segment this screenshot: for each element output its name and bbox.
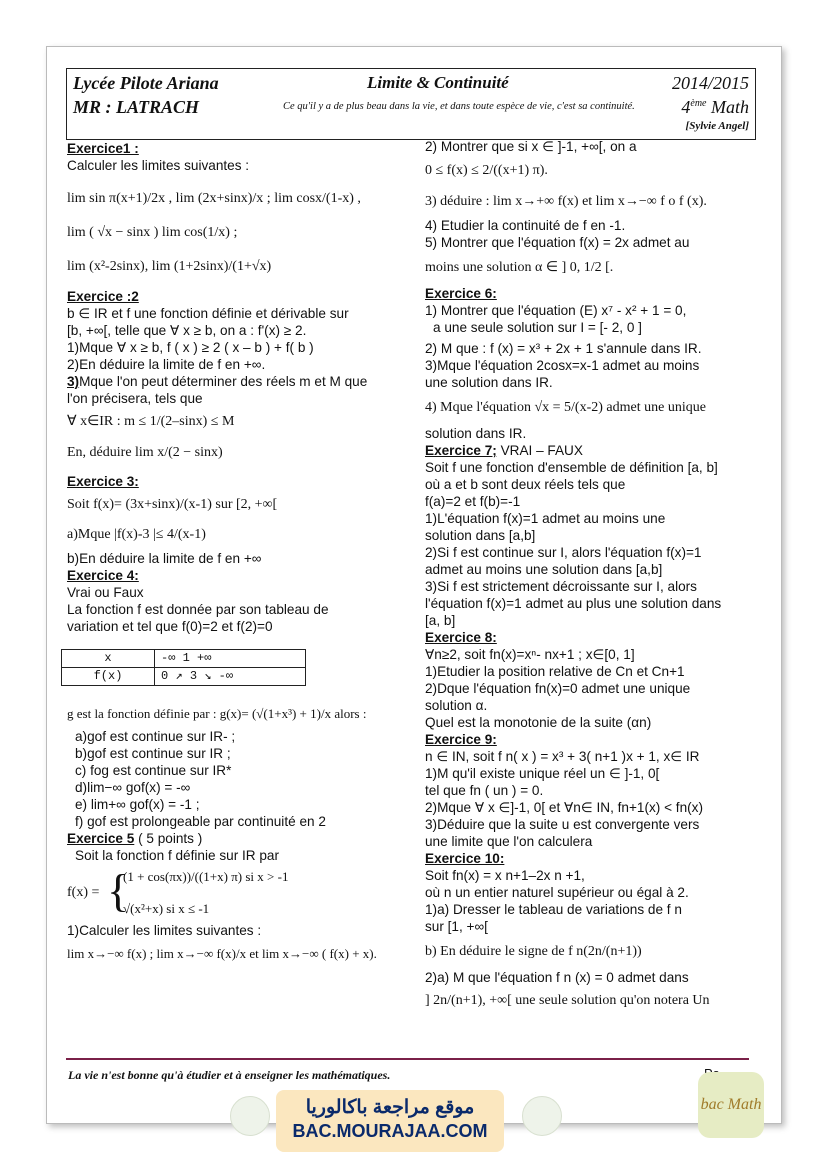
ex5-case-2: √(x²+x) si x ≤ -1 xyxy=(123,901,210,916)
ex7-line-2: où a et b sont deux réels tels que xyxy=(425,477,626,492)
exercise-3-title: Exercice 3: xyxy=(67,474,139,489)
ex2-line-5 xyxy=(67,373,412,390)
ex2-q3-num: 3) xyxy=(67,374,80,389)
ex7-line-4: 1)L'équation f(x)=1 admet au moins une xyxy=(425,511,666,526)
exercise-2-title: Exercice :2 xyxy=(67,289,139,304)
ex7-line-1: Soit f une fonction d'ensemble de définition [a, b] xyxy=(425,460,718,475)
ex2-line-2: [b, +∞[, telle que ∀ x ≥ b, on a : f'(x) ≥ 2. xyxy=(67,323,307,338)
ex9-line-2: 1)M qu'il existe unique réel un ∈ ]-1, 0[ xyxy=(425,766,660,781)
ex4-g-definition: g est la fonction définie par : g(x)= (√(1+x³) + 1)/x alors : xyxy=(67,706,367,721)
ex1-limits-1: lim sin π(x+1)/2x , lim (2x+sinx)/x ; lim cosx/(1-x) , xyxy=(67,191,361,206)
ex2-line-4: 2)En déduire la limite de f en +∞. xyxy=(67,357,266,372)
exercise-7-title: Exercice 7; xyxy=(425,443,497,458)
right-column xyxy=(425,138,747,1016)
ex2-line-3: 1)Mque ∀ x ≥ b, f ( x ) ≥ 2 ( x – b ) + f( b ) xyxy=(67,340,314,355)
ex5-fx-label: f(x) = xyxy=(67,885,100,900)
exercise-6-title: Exercice 6: xyxy=(425,286,497,301)
ex6-line-1: 1) Montrer que l'équation (E) x⁷ - x² + 1 = 0, xyxy=(425,303,687,318)
ex4-item-e: e) lim+∞ gof(x) = -1 ; xyxy=(75,797,200,812)
ex4-item-a: a)gof est continue sur IR- ; xyxy=(75,729,236,744)
ex5-limits: lim x→−∞ f(x) ; lim x→−∞ f(x)/x et lim x→−∞ ( f(x) + x). xyxy=(67,946,377,961)
teacher-name: MR : LATRACH xyxy=(73,97,200,117)
ex4-line-2: La fonction f est donnée par son tableau de xyxy=(67,602,329,617)
ex5-q3: 3) déduire : lim x→+∞ f(x) et lim x→−∞ f o f (x). xyxy=(425,194,707,209)
ex9-line-4: 2)Mque ∀ x ∈]-1, 0[ et ∀n∈ IN, fn+1(x) < fn(x) xyxy=(425,800,703,815)
ex7-line-8: 3)Si f est strictement décroissante sur I, alors xyxy=(425,579,697,594)
ex5-q4: 4) Etudier la continuité de f en -1. xyxy=(425,218,626,233)
ex10-line-4: sur [1, +∞[ xyxy=(425,919,488,934)
ex6-line-4: 3)Mque l'équation 2cosx=x-1 admet au moins xyxy=(425,358,700,373)
ex4-line-3: variation et tel que f(0)=2 et f(2)=0 xyxy=(67,619,273,634)
brace-icon: { xyxy=(107,865,130,916)
ex8-line-1: ∀n≥2, soit fn(x)=xⁿ- nx+1 ; x∈[0, 1] xyxy=(425,647,635,662)
grade-text: Math xyxy=(711,97,749,117)
page-title: Limite & Continuité xyxy=(367,73,509,92)
ex7-line-10: [a, b] xyxy=(425,613,456,628)
table-cell: x xyxy=(62,650,155,668)
ex10-line-1: Soit fn(x) = x n+1–2x n +1, xyxy=(425,868,585,883)
ex6-line-5: une solution dans IR. xyxy=(425,375,553,390)
exercise-1-title: Exercice1 : xyxy=(67,141,139,156)
ex9-line-5: 3)Déduire que la suite u est convergente vers xyxy=(425,817,700,832)
ex4-item-c: c) fog est continue sur IR* xyxy=(75,763,232,778)
ex2-line-1: b ∈ IR et f une fonction définie et dérivable sur xyxy=(67,306,349,321)
ex4-line-1: Vrai ou Faux xyxy=(67,585,144,600)
exercise-8-title: Exercice 8: xyxy=(425,630,497,645)
ex1-limits-3: lim (x²-2sinx), lim (1+2sinx)/(1+√x) xyxy=(67,259,272,274)
site-url[interactable]: BAC.MOURAJAA.COM xyxy=(292,1121,488,1141)
ex10-line-5: b) En déduire le signe de f n(2n/(n+1)) xyxy=(425,944,642,959)
ex3-q-b: b)En déduire la limite de f en +∞ xyxy=(67,551,262,566)
ex2-line-6: l'on précisera, tels que xyxy=(67,391,203,406)
grade-sup: ème xyxy=(690,98,707,109)
ex10-line-3: 1)a) Dresser le tableau de variations de f n xyxy=(425,902,682,917)
ex4-item-b: b)gof est continue sur IR ; xyxy=(75,746,231,761)
school-name: Lycée Pilote Ariana xyxy=(73,73,219,93)
ex5-case-1: (1 + cos(πx))/((1+x) π) si x > -1 xyxy=(123,869,289,884)
ex4-item-f: f) gof est prolongeable par continuité en 2 xyxy=(75,814,326,829)
variation-table xyxy=(61,649,306,686)
ex1-limits-2: lim ( √x − sinx ) lim cos(1/x) ; xyxy=(67,225,238,240)
ex5-piecewise xyxy=(67,864,412,922)
book-logo-icon xyxy=(230,1096,270,1136)
exercise-7-heading xyxy=(425,442,747,459)
table-row xyxy=(62,650,306,668)
ex5-q5-line-1: 5) Montrer que l'équation f(x) = 2x admet au xyxy=(425,235,690,250)
ex1-intro: Calculer les limites suivantes : xyxy=(67,158,250,173)
ex5-line-2: 1)Calculer les limites suivantes : xyxy=(67,923,262,938)
ex7-line-6: 2)Si f est continue sur I, alors l'équation f(x)=1 xyxy=(425,545,702,560)
ex6-line-3: 2) M que : f (x) = x³ + 2x + 1 s'annule dans IR. xyxy=(425,341,702,356)
ex10-line-7: ] 2n/(n+1), +∞[ une seule solution qu'on notera Un xyxy=(425,993,710,1008)
ex7-line-9: l'équation f(x)=1 admet au plus une solution dans xyxy=(425,596,722,611)
ex7-line-7: admet au moins une solution dans [a,b] xyxy=(425,562,663,577)
ex9-line-6: une limite que l'on calculera xyxy=(425,834,593,849)
ex10-line-6: 2)a) M que l'équation f n (x) = 0 admet dans xyxy=(425,970,689,985)
ex8-line-2: 1)Etudier la position relative de Cn et Cn+1 xyxy=(425,664,685,679)
ex2-deduce: En, déduire lim x/(2 − sinx) xyxy=(67,445,223,460)
ex5-line-1: Soit la fonction f définie sur IR par xyxy=(75,848,280,863)
school-year: 2014/2015 xyxy=(671,73,749,93)
ex8-line-4: solution α. xyxy=(425,698,488,713)
grade-level xyxy=(681,97,749,118)
ex8-line-3: 2)Dque l'équation fn(x)=0 admet une unique xyxy=(425,681,691,696)
exercise-5-heading xyxy=(67,830,412,847)
book-logo-icon xyxy=(522,1096,562,1136)
ex2-q3-text: Mque l'on peut déterminer des réels m et M que xyxy=(79,374,368,389)
ex6-line-7: solution dans IR. xyxy=(425,426,527,441)
quote-author: [Sylvie Angel] xyxy=(685,120,749,132)
footer-motto: La vie n'est bonne qu'à étudier et à enseigner les mathématiques. xyxy=(68,1068,391,1082)
ex5-q5-line-2: moins une solution α ∈ ] 0, 1/2 [. xyxy=(425,260,614,275)
table-cell: f(x) xyxy=(62,668,155,686)
exercise-10-title: Exercice 10: xyxy=(425,851,505,866)
ex9-line-1: n ∈ IN, soit f n( x ) = x³ + 3( n+1 )x + 1, x∈ IR xyxy=(425,749,700,764)
left-column xyxy=(67,140,412,969)
site-banner[interactable] xyxy=(276,1090,504,1152)
ex5-q2-line-2: 0 ≤ f(x) ≤ 2/((x+1) π). xyxy=(425,163,548,178)
table-cell: 0 ↗ 3 ↘ -∞ xyxy=(155,668,306,686)
exercise-9-title: Exercice 9: xyxy=(425,732,497,747)
ex2-inequality: ∀ x∈IR : m ≤ 1/(2–sinx) ≤ M xyxy=(67,414,235,429)
ex9-line-3: tel que fn ( un ) = 0. xyxy=(425,783,544,798)
ex6-line-6: 4) Mque l'équation √x = 5/(x-2) admet une unique xyxy=(425,400,706,415)
header-box xyxy=(66,68,756,140)
grade-num: 4 xyxy=(681,97,691,117)
site-name-arabic: موقع مراجعة باكالوريا xyxy=(305,1097,475,1118)
quote: Ce qu'il y a de plus beau dans la vie, et dans toute espèce de vie, c'est sa continuité. xyxy=(283,101,635,112)
ex5-points: ( 5 points ) xyxy=(138,831,203,846)
ex8-line-5: Quel est la monotonie de la suite (αn) xyxy=(425,715,652,730)
footer-divider xyxy=(66,1058,749,1060)
exercise-4-title: Exercice 4: xyxy=(67,568,139,583)
ex3-q-a: a)Mque |f(x)-3 |≤ 4/(x-1) xyxy=(67,527,206,542)
bac-math-logo: bac Math xyxy=(698,1072,764,1138)
ex6-line-2: a une seule solution sur I = [- 2, 0 ] xyxy=(433,320,642,335)
ex5-q2-line-1: 2) Montrer que si x ∈ ]-1, +∞[, on a xyxy=(425,139,637,154)
table-row xyxy=(62,668,306,686)
ex10-line-2: où n un entier naturel supérieur ou égal à 2. xyxy=(425,885,689,900)
ex3-function: Soit f(x)= (3x+sinx)/(x-1) sur [2, +∞[ xyxy=(67,497,278,512)
ex7-subtitle: VRAI – FAUX xyxy=(500,443,583,458)
table-cell: -∞ 1 +∞ xyxy=(155,650,306,668)
ex4-item-d: d)lim−∞ gof(x) = -∞ xyxy=(75,780,191,795)
exercise-5-title: Exercice 5 xyxy=(67,831,135,846)
ex7-line-5: solution dans [a,b] xyxy=(425,528,536,543)
ex7-line-3: f(a)=2 et f(b)=-1 xyxy=(425,494,521,509)
